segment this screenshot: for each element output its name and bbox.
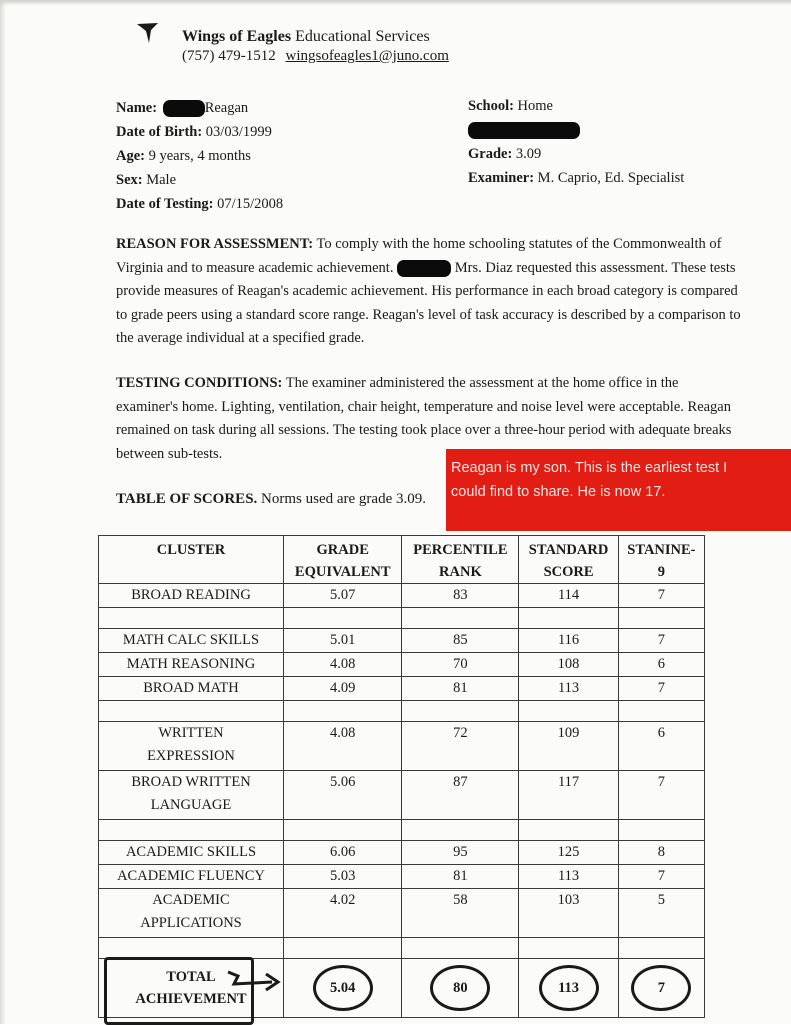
redaction-bar (468, 122, 580, 139)
organization-contact (182, 48, 449, 65)
annotation-note: Reagan is my son. This is the earliest test I could find to share. He is now 17. (446, 449, 791, 531)
table-row: WRITTEN EXPRESSION 4.08 72 109 6 (99, 722, 705, 771)
redaction-bar (163, 100, 205, 117)
table-header-row (99, 536, 705, 584)
header-grade-equivalent: GRADE EQUIVALENT (284, 536, 402, 584)
total-achievement-row: TOTAL ACHIEVEMENT 5.04 80 113 7 (99, 959, 705, 1018)
table-of-scores-title: TABLE OF SCORES. Norms used are grade 3.09. (116, 491, 426, 507)
table-row: MATH REASONING 4.08 70 108 6 (99, 653, 705, 677)
phone-number: (757) 479-1512 (182, 48, 276, 64)
email-link[interactable]: wingsofeagles1@juno.com (285, 48, 449, 64)
scan-top-shadow (0, 0, 791, 6)
testing-date-line: Date of Testing: 07/15/2008 (116, 196, 284, 212)
circled-percentile-rank: 80 (430, 965, 490, 1011)
grade-line: Grade: 3.09 (468, 146, 542, 162)
scan-edge-shadow (0, 0, 6, 1024)
table-row: MATH CALC SKILLS 5.01 85 116 7 (99, 629, 705, 653)
eagle-logo-icon (136, 22, 160, 44)
school-line: School: Home (468, 98, 553, 114)
table-spacer-row (99, 820, 705, 841)
sex-line: Sex: Male (116, 172, 177, 188)
examiner-line: Examiner: M. Caprio, Ed. Specialist (468, 170, 685, 186)
reason-for-assessment: REASON FOR ASSESSMENT: To comply with the home schooling statutes of the Commonwealth of Virginia and to measure academic achievement. Mrs. Diaz requested this assessment. These tests provide measures of Reagan's academic achievement. His performance in each broad category is compared to grade peers using a standard score range. Reagan's level of task accuracy is described by a comparison to the average individual at a specified grade. (116, 236, 741, 346)
circled-stanine: 7 (631, 965, 691, 1011)
arrow-right-icon (226, 962, 298, 1002)
table-row: BROAD MATH 4.09 81 113 7 (99, 677, 705, 701)
age-line: Age: 9 years, 4 months (116, 148, 251, 164)
student-info (116, 96, 283, 216)
table-spacer-row (99, 938, 705, 959)
circled-standard-score: 113 (539, 965, 599, 1011)
table-spacer-row (99, 608, 705, 629)
table-row: ACADEMIC APPLICATIONS 4.02 58 103 5 (99, 889, 705, 938)
table-row: BROAD WRITTEN LANGUAGE 5.06 87 117 7 (99, 771, 705, 820)
redaction-bar (397, 260, 451, 277)
dob-line: Date of Birth: 03/03/1999 (116, 124, 272, 140)
table-row: ACADEMIC FLUENCY 5.03 81 113 7 (99, 865, 705, 889)
table-row: ACADEMIC SKILLS 6.06 95 125 8 (99, 841, 705, 865)
header-percentile-rank: PERCENTILE RANK (402, 536, 519, 584)
organization-name: Wings of Eagles Educational Services (182, 28, 430, 45)
circled-grade-equivalent: 5.04 (313, 965, 373, 1011)
scores-table (98, 535, 705, 1018)
table-row: BROAD READING 5.07 83 114 7 (99, 584, 705, 608)
school-info (468, 94, 684, 190)
testing-conditions: TESTING CONDITIONS: The examiner administered the assessment at the home office in the examiner's home. Lighting, ventilation, chair height, temperature and noise level were acceptable. Reagan remained on task during all sessions. The testing took place over a three-hour period with adequate breaks between sub-tests. (116, 375, 732, 462)
table-spacer-row (99, 701, 705, 722)
header-standard-score: STANDARD SCORE (519, 536, 618, 584)
name-line: Name: Reagan (116, 100, 249, 116)
header-stanine: STANINE- 9 (618, 536, 704, 584)
header-cluster: CLUSTER (99, 536, 284, 584)
